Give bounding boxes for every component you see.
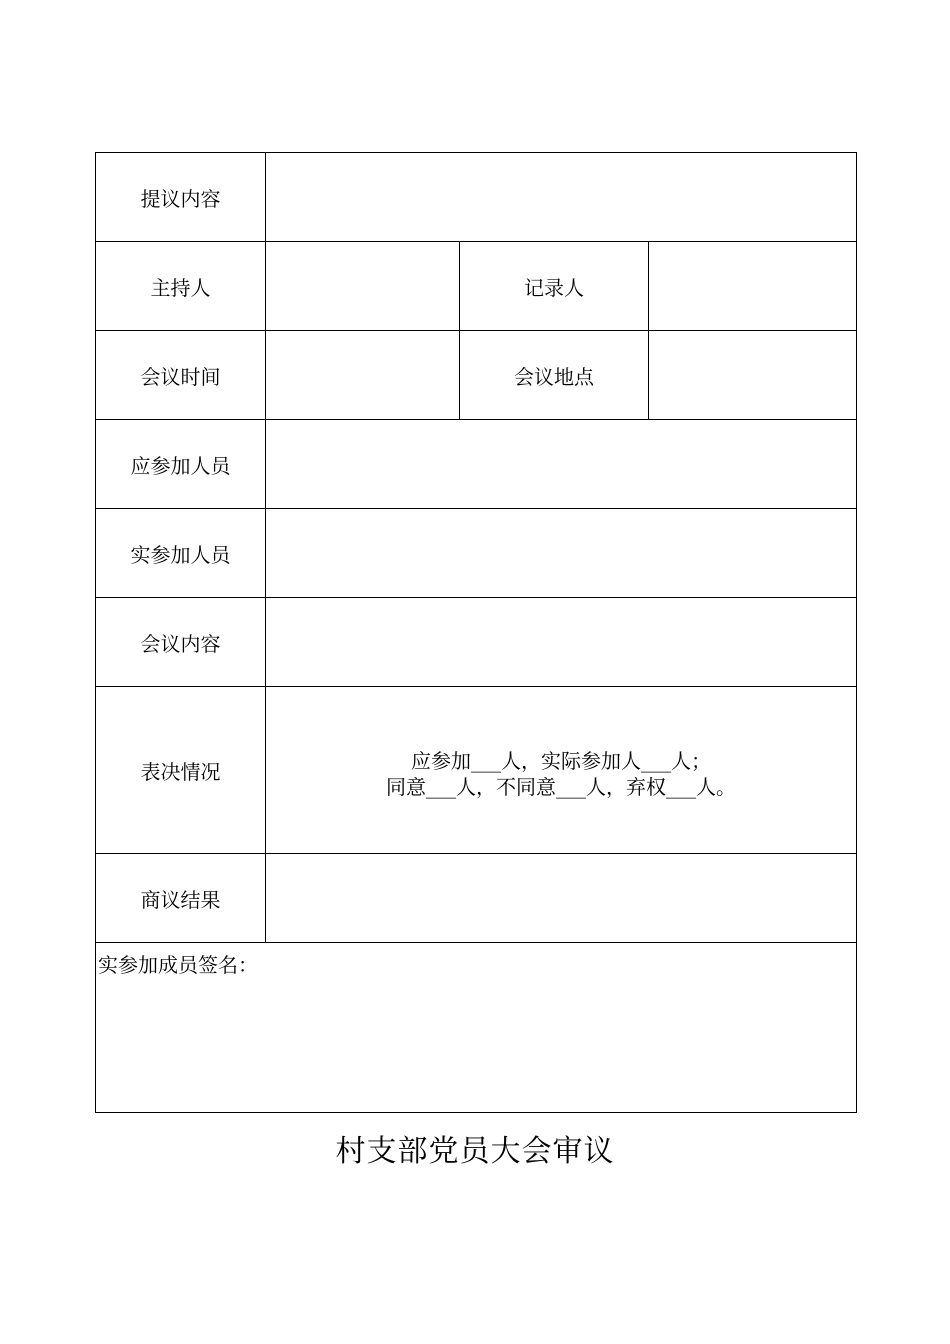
- vote-line-tally: 同意___人，不同意___人，弃权___人。: [386, 775, 736, 799]
- proposal-label: 提议内容: [96, 153, 266, 242]
- result-field[interactable]: [266, 854, 857, 943]
- actual-attendees-field[interactable]: [266, 509, 857, 598]
- proposal-field[interactable]: [266, 153, 857, 242]
- actual-attendees-label: 实参加人员: [96, 509, 266, 598]
- signature-field[interactable]: [96, 943, 857, 1113]
- meeting-time-label: 会议时间: [96, 331, 266, 420]
- host-recorder-row: [96, 242, 857, 331]
- vote-label: 表决情况: [96, 687, 266, 854]
- result-row: [96, 854, 857, 943]
- meeting-time-field[interactable]: [266, 331, 460, 420]
- meeting-place-field[interactable]: [649, 331, 857, 420]
- result-label: 商议结果: [96, 854, 266, 943]
- expected-attendees-row: [96, 420, 857, 509]
- time-place-row: [96, 331, 857, 420]
- recorder-field[interactable]: [649, 242, 857, 331]
- meeting-content-label: 会议内容: [96, 598, 266, 687]
- vote-line-attendance: 应参加___人，实际参加人___人；: [411, 749, 711, 773]
- proposal-row: [96, 153, 857, 242]
- actual-attendees-row: [96, 509, 857, 598]
- meeting-content-field[interactable]: [266, 598, 857, 687]
- expected-attendees-field[interactable]: [266, 420, 857, 509]
- signature-row: [96, 943, 857, 1113]
- signature-label: 实参加成员签名：: [98, 953, 258, 977]
- host-field[interactable]: [266, 242, 460, 331]
- meeting-form-table: [95, 152, 857, 1113]
- host-label: 主持人: [96, 242, 266, 331]
- vote-field[interactable]: [266, 687, 857, 854]
- meeting-place-label: 会议地点: [460, 331, 649, 420]
- expected-attendees-label: 应参加人员: [96, 420, 266, 509]
- meeting-content-row: [96, 598, 857, 687]
- vote-row: [96, 687, 857, 854]
- recorder-label: 记录人: [460, 242, 649, 331]
- document-title: 村支部党员大会审议: [335, 1134, 615, 1169]
